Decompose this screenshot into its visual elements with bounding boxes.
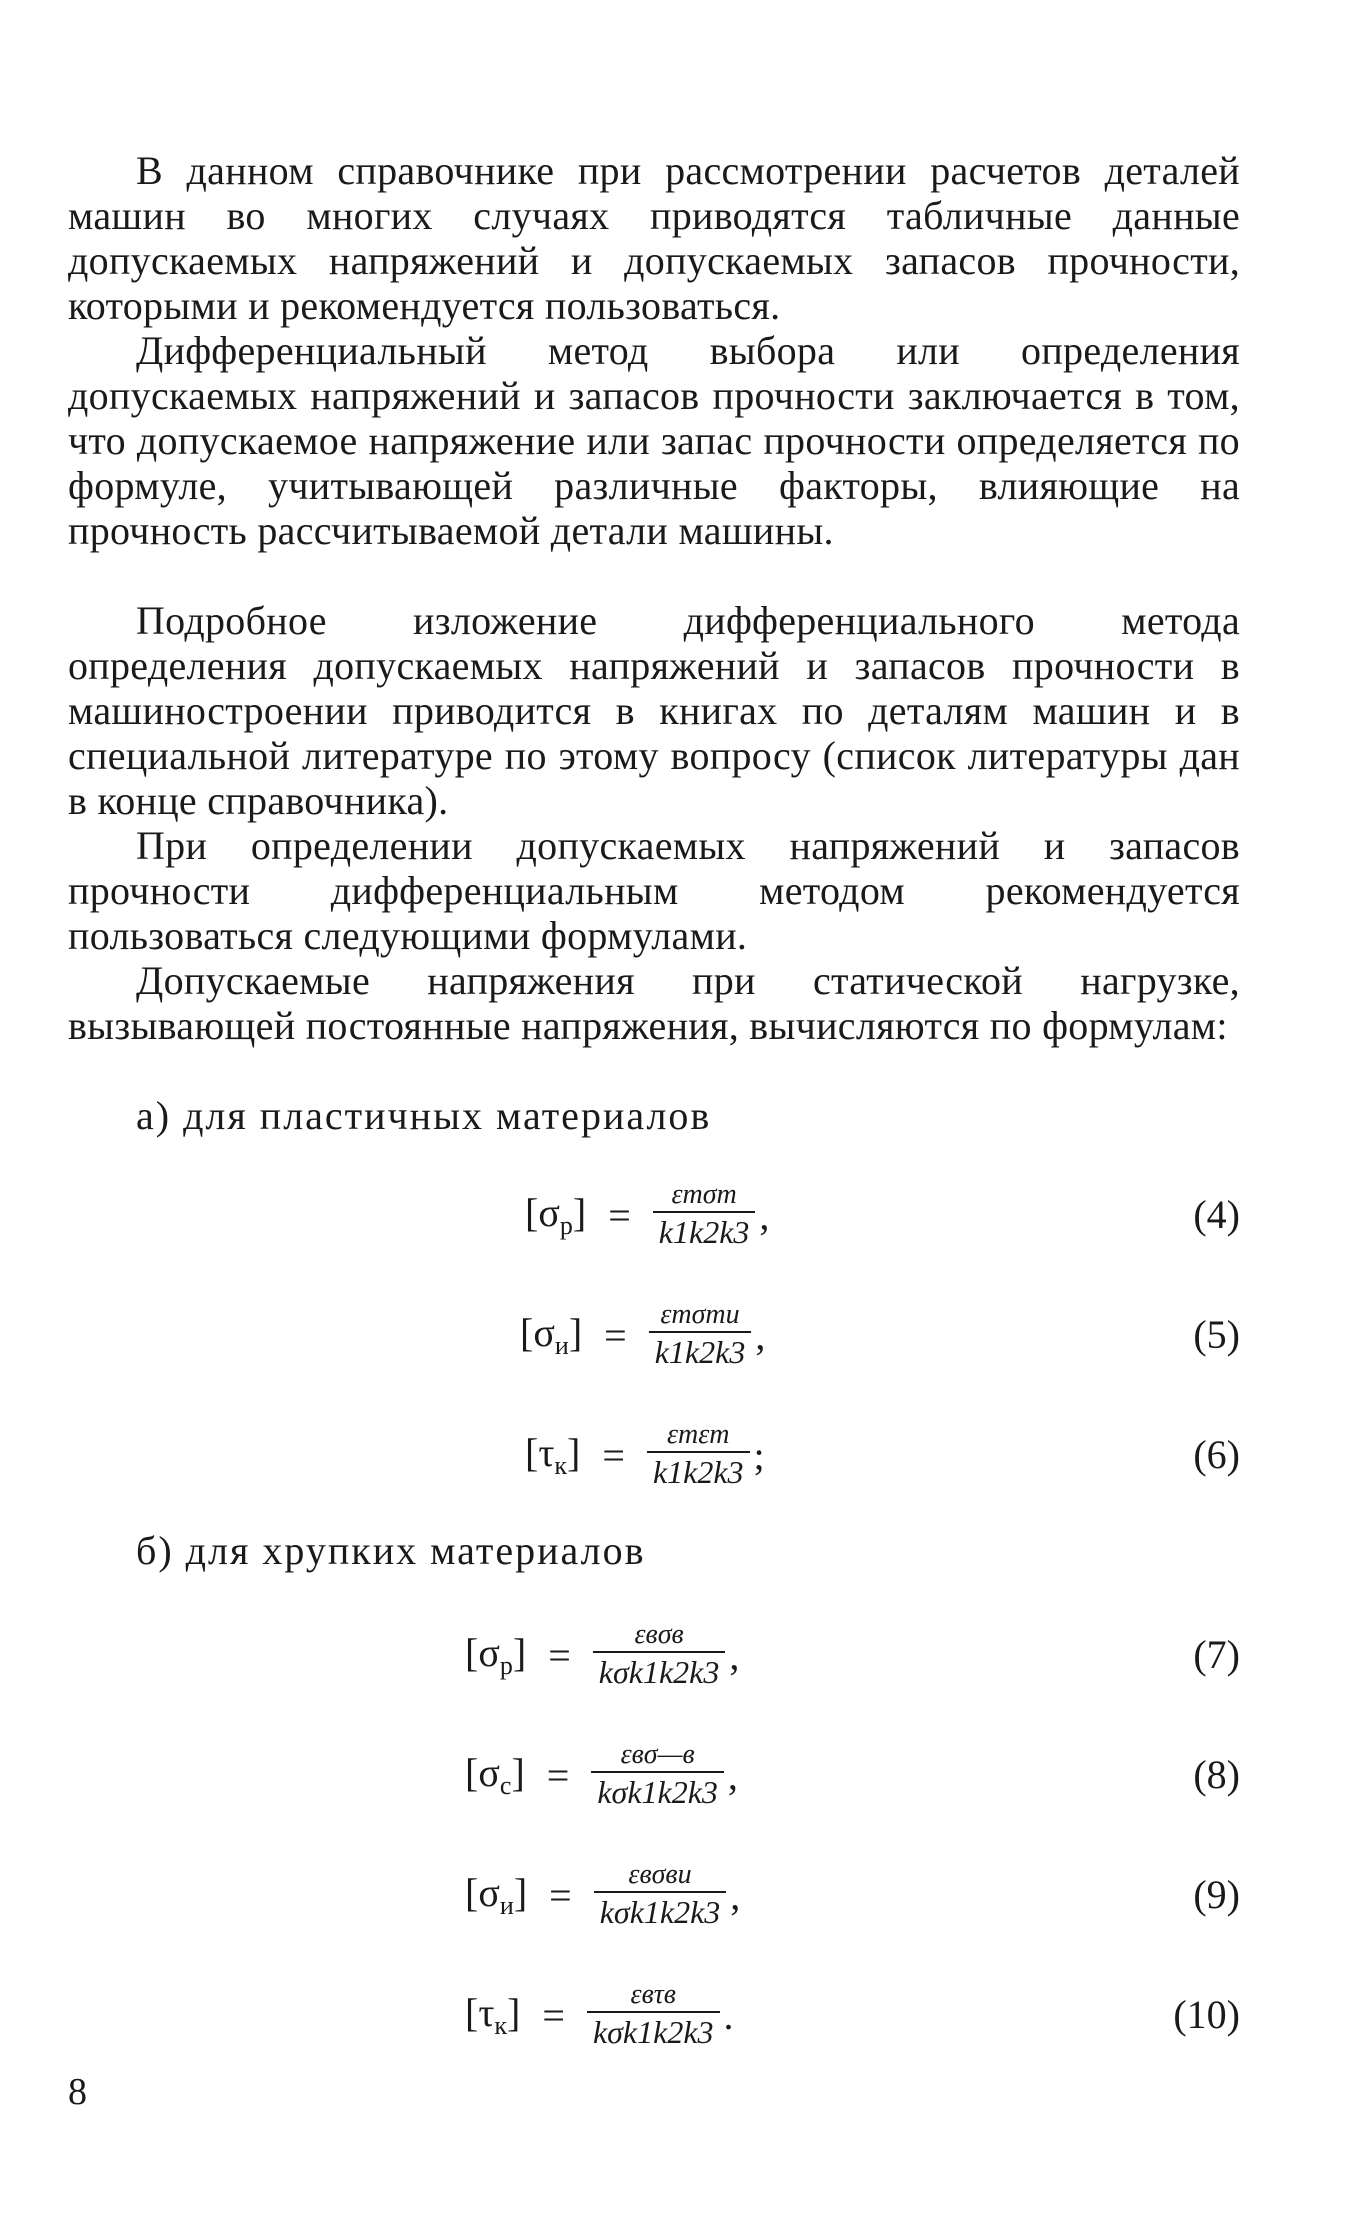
formula-8: $[\sigma_с]$ = $\frac{\text{εвσ—в}}{\text{kσk1k2k3}}$ ,	[465, 1739, 738, 1810]
denominator: k1k2k3	[653, 1211, 756, 1251]
formula-lhs: $[\sigma_р]$	[525, 1190, 587, 1240]
equation-number-5: (5)	[1193, 1312, 1240, 1357]
numerator: εтσт	[671, 1179, 737, 1210]
denominator: kσk1k2k3	[587, 2011, 720, 2051]
formula-4: $[\sigma_р]$ = $\frac{\text{εтσт}}{k1k2k3}$ ,	[525, 1179, 770, 1250]
formula-lhs: $[\sigma_и]$	[520, 1310, 583, 1360]
numerator: εвσви	[628, 1859, 692, 1890]
section-b-heading: б) для хрупких материалов	[136, 1528, 646, 1573]
denominator: k1k2k3	[647, 1451, 750, 1491]
formula-lhs: $[\tau_к]$	[525, 1430, 581, 1480]
formula-5: $[\sigma_и]$ = $\frac{\text{εтσти}}{k1k2k3}$ ,	[520, 1299, 766, 1370]
paragraph-2: Дифференциальный метод выбора или определения допускаемых напряжений и запасов прочности заключается в том, что допускаемое напряжение или запас прочности определяется по формуле, учитывающей различные факторы, влияющие на прочность рассчитываемой детали машины.	[68, 328, 1240, 553]
fraction	[653, 1179, 756, 1251]
fraction	[647, 1419, 750, 1491]
fraction	[649, 1299, 752, 1371]
section-a-heading: а) для пластичных материалов	[136, 1093, 712, 1138]
numerator: εвτв	[630, 1979, 676, 2010]
formula-lhs: $[\sigma_р]$	[465, 1630, 527, 1680]
denominator: kσk1k2k3	[593, 1651, 726, 1691]
fraction	[591, 1739, 724, 1811]
equation-number-10: (10)	[1173, 1992, 1240, 2037]
formula-10: $[\tau_к]$ = $\frac{\text{εвτв}}{\text{kσk1k2k3}}$ .	[465, 1979, 734, 2050]
equation-number-9: (9)	[1193, 1872, 1240, 1917]
fraction	[593, 1619, 726, 1691]
paragraph-4: При определении допускаемых напряжений и запасов прочности дифференциальным методом рекомендуется пользоваться следующими формулами.	[68, 823, 1240, 958]
formula-lhs: $[\sigma_с]$	[465, 1750, 525, 1800]
formula-lhs: $[\tau_к]$	[465, 1990, 521, 2040]
formula-9: $[\sigma_и]$ = $\frac{\text{εвσви}}{\text{kσk1k2k3}}$ ,	[465, 1859, 741, 1930]
numerator: εтεт	[666, 1419, 730, 1450]
formula-6: $[\tau_к]$ = $\frac{\text{εтεт}}{k1k2k3}$ ;	[525, 1419, 765, 1490]
numerator: εвσв	[634, 1619, 684, 1650]
formula-7: $[\sigma_р]$ = $\frac{\text{εвσв}}{\text{kσk1k2k3}}$ ,	[465, 1619, 740, 1690]
equation-number-6: (6)	[1193, 1432, 1240, 1477]
denominator: k1k2k3	[649, 1331, 752, 1371]
equation-number-8: (8)	[1193, 1752, 1240, 1797]
denominator: kσk1k2k3	[591, 1771, 724, 1811]
formula-lhs: $[\sigma_и]$	[465, 1870, 528, 1920]
fraction	[587, 1979, 720, 2051]
numerator: εтσти	[660, 1299, 740, 1330]
paragraph-5: Допускаемые напряжения при статической нагрузке, вызывающей постоянные напряжения, вычисляются по формулам:	[68, 958, 1240, 1048]
paragraph-3: Подробное изложение дифференциального метода определения допускаемых напряжений и запасов прочности в машиностроении приводится в книгах по деталям машин и в специальной литературе по этому вопросу (список литературы дан в конце справочника).	[68, 598, 1240, 823]
equation-number-4: (4)	[1193, 1192, 1240, 1237]
paragraph-1: В данном справочнике при рассмотрении расчетов деталей машин во многих случаях приводятся табличные данные допускаемых напряжений и допускаемых запасов прочности, которыми и рекомендуется пользоваться.	[68, 148, 1240, 328]
page-number: 8	[68, 2071, 87, 2113]
denominator: kσk1k2k3	[594, 1891, 727, 1931]
fraction	[594, 1859, 727, 1931]
numerator: εвσ—в	[620, 1739, 695, 1770]
equation-number-7: (7)	[1193, 1632, 1240, 1677]
